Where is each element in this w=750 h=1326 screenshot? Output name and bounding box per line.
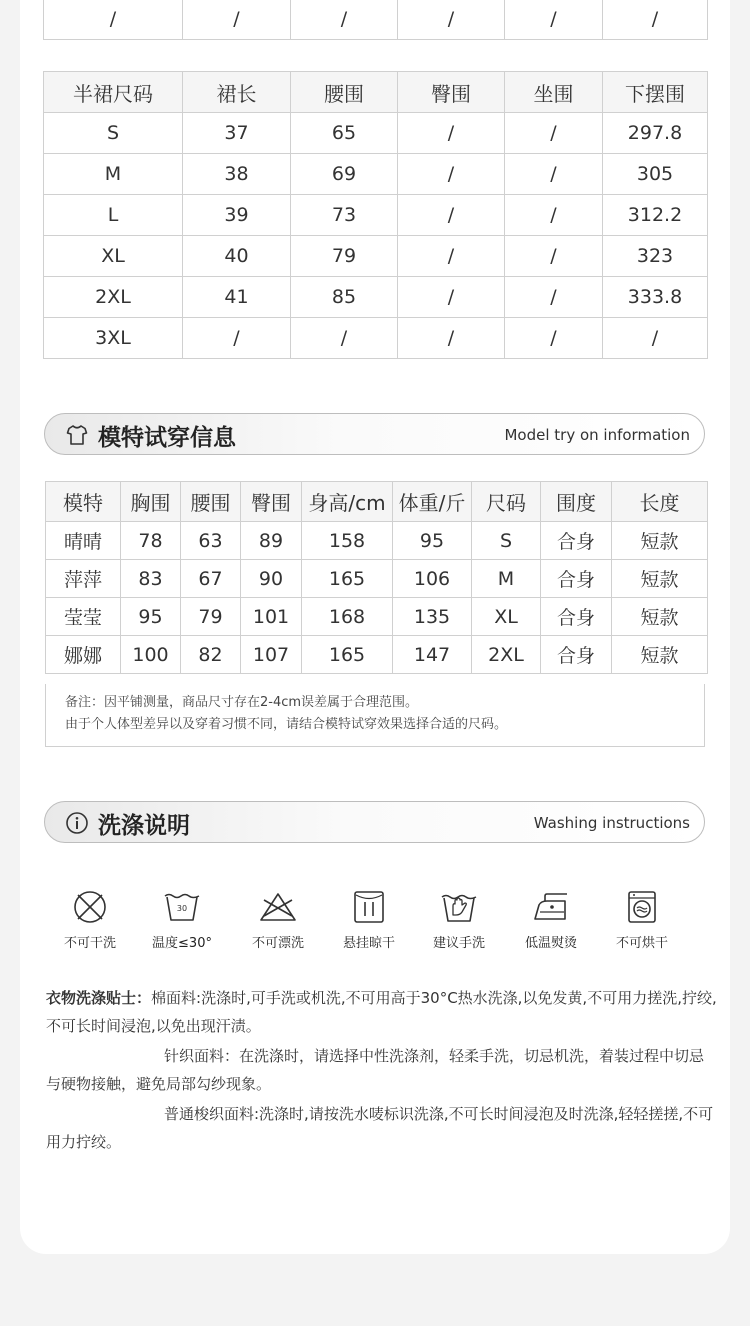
wash-item-hand-wash — [419, 888, 499, 951]
table-cell: 89 — [241, 522, 302, 560]
table-cell: 85 — [291, 277, 398, 318]
table-cell: / — [291, 0, 398, 40]
wash-item-label: 不可烘干 — [615, 936, 668, 951]
wash-tip-cotton-text: 棉面料:洗涤时,可手洗或机洗,不可用高于30°C热水洗涤,以免发黄,不可用力搓洗,拧绞,不可长时间浸泡,以免出现汗渍。 — [46, 989, 717, 1035]
wash-item-hang-dry — [329, 888, 409, 951]
table-cell: 41 — [183, 277, 291, 318]
table-cell: / — [505, 195, 603, 236]
wash-tips — [46, 984, 718, 1156]
table-cell: 合身 — [541, 598, 612, 636]
table-cell: M — [472, 560, 541, 598]
hand-wash-icon — [439, 888, 479, 926]
table-row — [44, 195, 708, 236]
wash-item-label: 不可漂洗 — [251, 936, 304, 951]
table-header: 围度 — [541, 482, 612, 522]
table-cell: / — [505, 113, 603, 154]
table-cell: / — [398, 318, 505, 359]
table-cell: 107 — [241, 636, 302, 674]
wash-item-low-iron — [511, 888, 591, 951]
table-cell: / — [505, 318, 603, 359]
table-row — [44, 0, 708, 40]
wash-item-wash-30 — [142, 888, 222, 951]
table-cell: / — [398, 113, 505, 154]
table-cell: 萍萍 — [46, 560, 121, 598]
table-cell: 40 — [183, 236, 291, 277]
no-bleach-icon — [258, 888, 298, 926]
wash-item-label: 建议手洗 — [432, 936, 485, 951]
table-cell: M — [44, 154, 183, 195]
table-cell: 312.2 — [603, 195, 708, 236]
table-cell: 106 — [393, 560, 472, 598]
table-row — [44, 318, 708, 359]
table-header: 体重/斤 — [393, 482, 472, 522]
wash-item-label: 低温熨烫 — [524, 936, 577, 951]
table-row — [44, 236, 708, 277]
table-cell: 168 — [302, 598, 393, 636]
table-cell: / — [398, 277, 505, 318]
table-cell: / — [183, 0, 291, 40]
wash-tips-label: 衣物洗涤贴士： — [46, 989, 152, 1007]
table-cell: S — [44, 113, 183, 154]
table-cell: 100 — [121, 636, 181, 674]
table-cell: 65 — [291, 113, 398, 154]
table-cell: 合身 — [541, 636, 612, 674]
wash-item-no-dry-clean — [50, 888, 130, 951]
table-cell: 83 — [121, 560, 181, 598]
skirt-size-table — [43, 71, 708, 359]
table-cell: 90 — [241, 560, 302, 598]
table-cell: 158 — [302, 522, 393, 560]
table-cell: 165 — [302, 636, 393, 674]
table-row — [44, 154, 708, 195]
table-cell: / — [398, 236, 505, 277]
table-cell: / — [505, 0, 603, 40]
wash-tip-knit: 针织面料：在洗涤时，请选择中性洗涤剂，轻柔手洗，切忌机洗，着装过程中切忌与硬物接触，避免局部勾纱现象。 — [46, 1047, 705, 1093]
table-cell: 79 — [291, 236, 398, 277]
table-header: 下摆围 — [603, 72, 708, 113]
table-cell: / — [505, 236, 603, 277]
table-cell: 297.8 — [603, 113, 708, 154]
table-row — [44, 113, 708, 154]
wash-tip-woven: 普通梭织面料:洗涤时,请按洗水唛标识洗涤,不可长时间浸泡及时洗涤,轻轻搓搓,不可用力拧绞。 — [46, 1105, 714, 1151]
table-cell: 合身 — [541, 522, 612, 560]
table-cell: / — [603, 0, 708, 40]
table-cell: 333.8 — [603, 277, 708, 318]
table-cell: 323 — [603, 236, 708, 277]
table-cell: 63 — [181, 522, 241, 560]
table-row — [46, 598, 708, 636]
table-cell: / — [505, 277, 603, 318]
table-cell: 3XL — [44, 318, 183, 359]
table-cell: 165 — [302, 560, 393, 598]
table-cell: 晴晴 — [46, 522, 121, 560]
no-tumble-dry-icon — [622, 888, 662, 926]
no-dry-clean-icon — [70, 888, 110, 926]
wash-temp-text: 30 — [176, 904, 188, 913]
table-cell: 短款 — [612, 560, 708, 598]
model-section-header — [44, 413, 705, 455]
table-header: 腰围 — [181, 482, 241, 522]
top-size-table — [43, 0, 708, 40]
table-cell: 合身 — [541, 560, 612, 598]
size-note — [45, 684, 705, 747]
wash-section-header — [44, 801, 705, 843]
table-cell: 79 — [181, 598, 241, 636]
table-cell: 短款 — [612, 636, 708, 674]
table-row — [46, 636, 708, 674]
table-cell: / — [398, 154, 505, 195]
wash-section-title: 洗涤说明 — [98, 813, 190, 839]
table-cell: 69 — [291, 154, 398, 195]
table-header: 长度 — [612, 482, 708, 522]
table-header: 尺码 — [472, 482, 541, 522]
table-cell: 37 — [183, 113, 291, 154]
table-header: 臀围 — [241, 482, 302, 522]
low-iron-icon — [531, 888, 571, 926]
wash-item-label: 温度≤30° — [152, 936, 212, 951]
table-cell: 娜娜 — [46, 636, 121, 674]
table-cell: / — [505, 154, 603, 195]
table-cell: S — [472, 522, 541, 560]
wash-item-label: 悬挂晾干 — [342, 936, 395, 951]
table-cell: 95 — [121, 598, 181, 636]
size-note-line: 由于个人体型差异以及穿着习惯不同，请结合模特试穿效果选择合适的尺码。 — [65, 717, 508, 732]
table-cell: 95 — [393, 522, 472, 560]
wash-section-subtitle: Washing instructions — [533, 814, 690, 832]
table-cell: / — [183, 318, 291, 359]
table-cell: 67 — [181, 560, 241, 598]
size-note-line: 备注：因平铺测量，商品尺寸存在2-4cm误差属于合理范围。 — [65, 695, 419, 710]
table-cell: 78 — [121, 522, 181, 560]
table-cell: / — [44, 0, 183, 40]
table-cell: 38 — [183, 154, 291, 195]
table-header: 腰围 — [291, 72, 398, 113]
table-cell: / — [291, 318, 398, 359]
table-cell: 305 — [603, 154, 708, 195]
table-row — [46, 522, 708, 560]
table-header: 胸围 — [121, 482, 181, 522]
model-section-subtitle: Model try on information — [504, 426, 690, 444]
wash-item-no-bleach — [238, 888, 318, 951]
table-row — [44, 277, 708, 318]
table-cell: 135 — [393, 598, 472, 636]
table-cell: 101 — [241, 598, 302, 636]
table-row — [46, 560, 708, 598]
table-header: 臀围 — [398, 72, 505, 113]
shirt-icon — [65, 423, 89, 447]
wash-tip-cotton — [46, 984, 718, 1040]
table-header: 坐围 — [505, 72, 603, 113]
table-header: 半裙尺码 — [44, 72, 183, 113]
wash-item-label: 不可干洗 — [63, 936, 116, 951]
table-cell: 147 — [393, 636, 472, 674]
table-cell: / — [603, 318, 708, 359]
table-cell: L — [44, 195, 183, 236]
table-cell: 莹莹 — [46, 598, 121, 636]
table-cell: 73 — [291, 195, 398, 236]
table-header: 模特 — [46, 482, 121, 522]
hang-dry-icon — [349, 888, 389, 926]
table-header: 身高/cm — [302, 482, 393, 522]
table-cell: 2XL — [44, 277, 183, 318]
table-cell: XL — [44, 236, 183, 277]
wash-item-no-tumble-dry — [602, 888, 682, 951]
table-cell: 2XL — [472, 636, 541, 674]
table-header-row — [44, 72, 708, 113]
info-icon — [65, 811, 89, 835]
table-header-row — [46, 482, 708, 522]
table-cell: XL — [472, 598, 541, 636]
table-cell: 短款 — [612, 522, 708, 560]
table-cell: 82 — [181, 636, 241, 674]
table-cell: 39 — [183, 195, 291, 236]
table-cell: 短款 — [612, 598, 708, 636]
wash-30-icon — [162, 888, 202, 926]
table-header: 裙长 — [183, 72, 291, 113]
table-cell: / — [398, 195, 505, 236]
table-cell: / — [398, 0, 505, 40]
model-try-on-table — [45, 481, 708, 674]
model-section-title: 模特试穿信息 — [98, 425, 236, 451]
